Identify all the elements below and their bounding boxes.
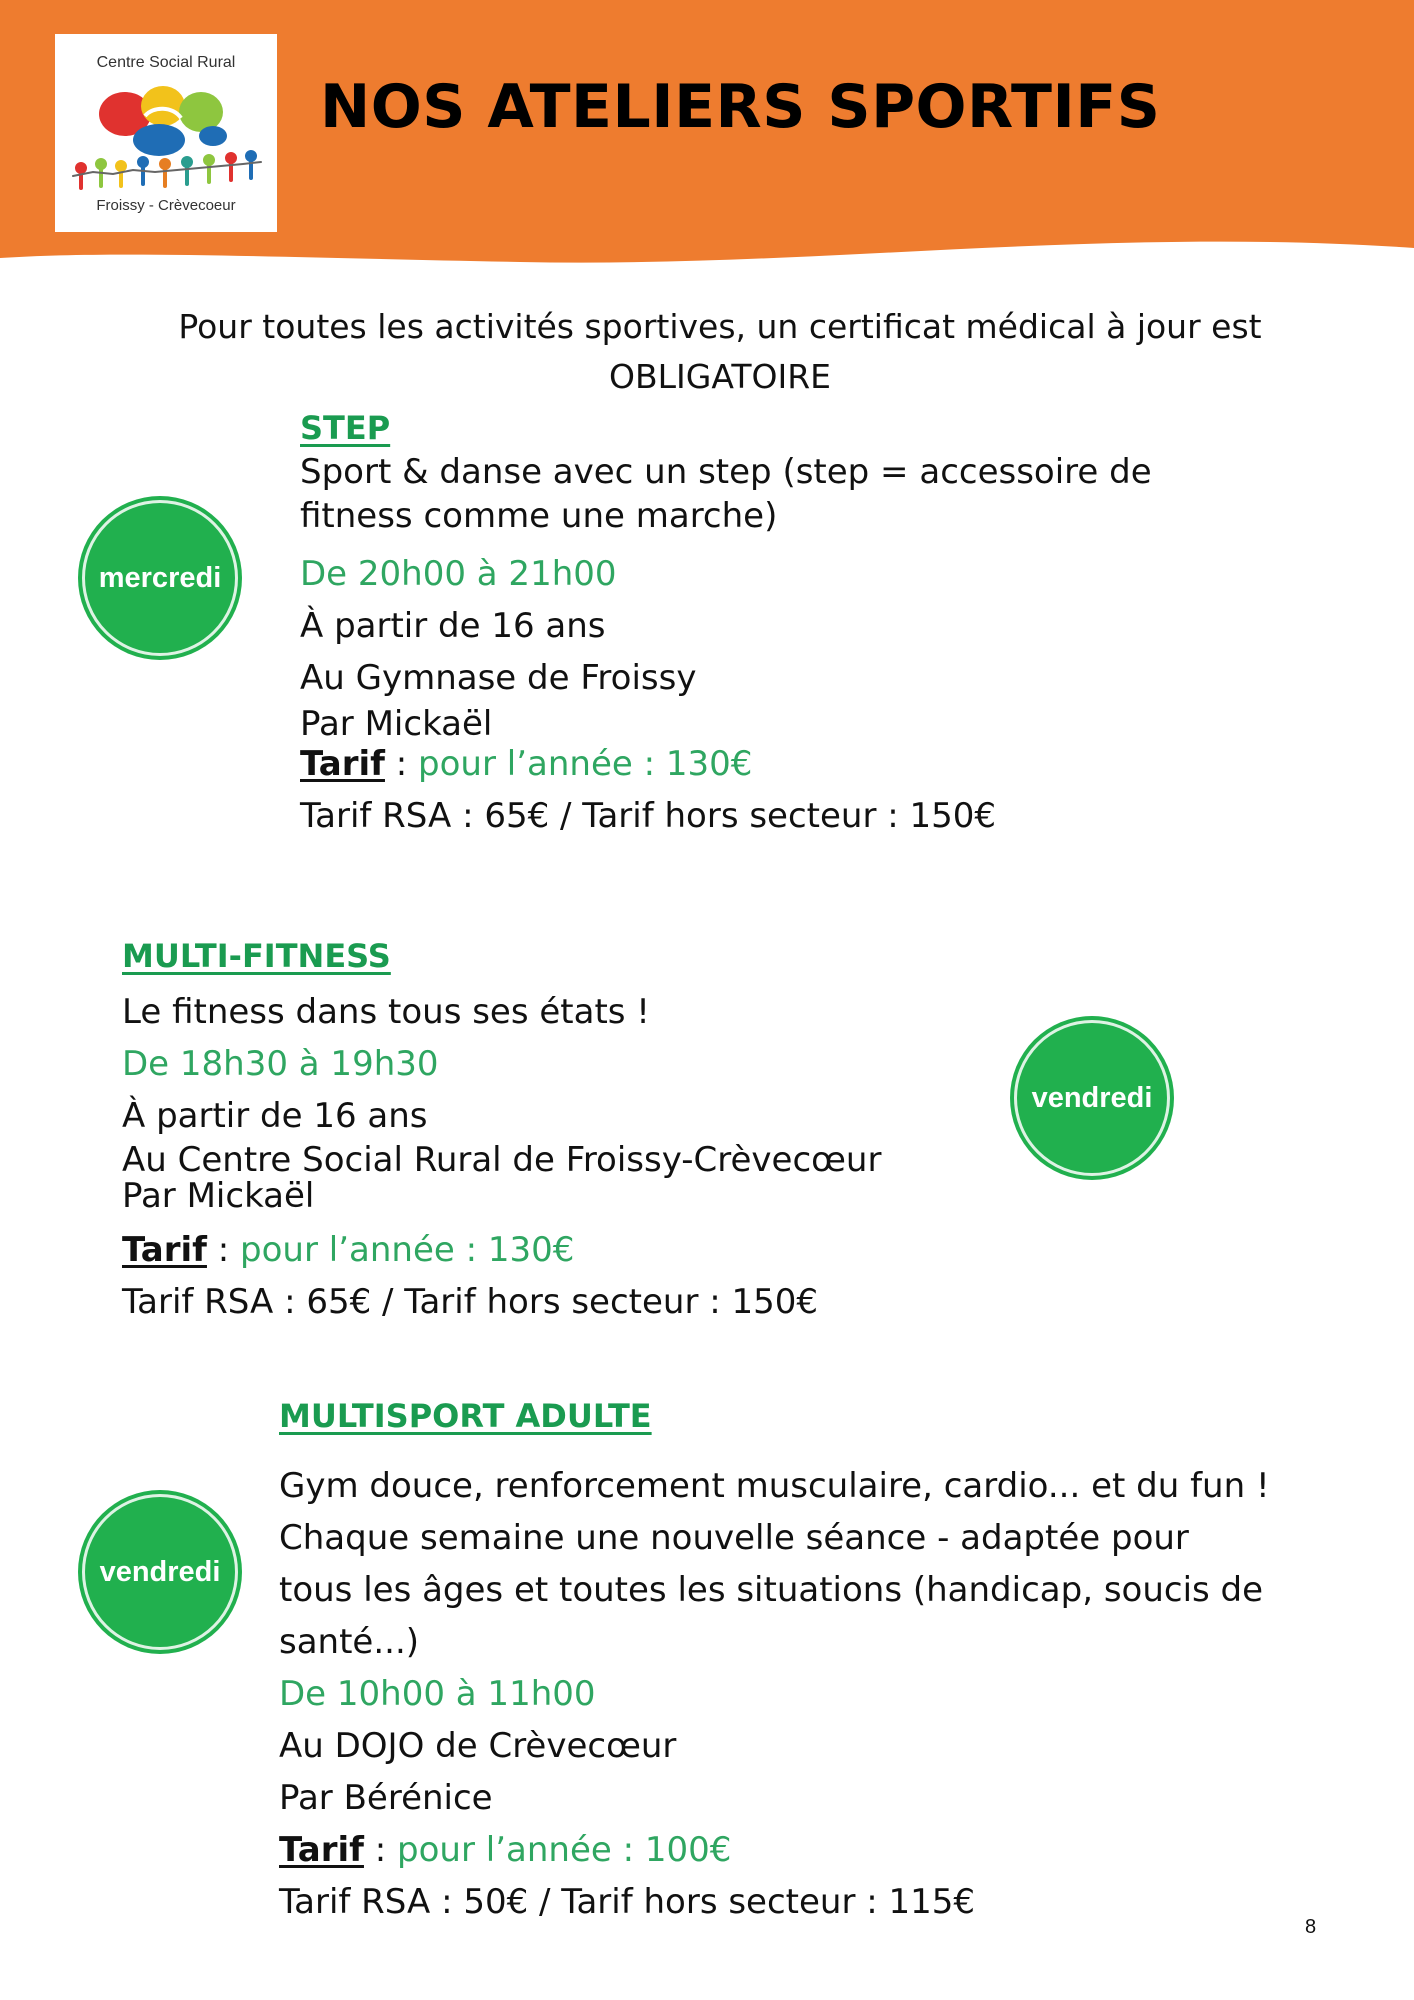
tarif-line: Tarif : pour l’année : 130€ — [122, 1230, 575, 1270]
age-requirement: À partir de 16 ans — [300, 606, 606, 646]
medical-certificate-notice — [80, 302, 1360, 402]
tarif-line: Tarif : pour l’année : 100€ — [279, 1830, 732, 1870]
badge-label: vendredi — [1031, 1081, 1153, 1114]
tarif-label: Tarif — [122, 1230, 207, 1270]
section-title: STEP — [300, 409, 391, 447]
day-badge-vendredi — [78, 1490, 242, 1654]
schedule-time: De 20h00 à 21h00 — [300, 554, 617, 594]
logo-hands-and-children-icon — [63, 76, 269, 196]
description-line: Le fitness dans tous ses états ! — [122, 992, 650, 1032]
logo-top-text: Centre Social Rural — [96, 54, 236, 71]
tarif-value: pour l’année : 130€ — [418, 744, 753, 784]
badge-label: mercredi — [98, 561, 222, 594]
notice-line-2: OBLIGATOIRE — [609, 357, 831, 396]
notice-line-1: Pour toutes les activités sportives, un certificat médical à jour est — [178, 307, 1262, 346]
age-requirement: À partir de 16 ans — [122, 1096, 428, 1136]
description-line: Chaque semaine une nouvelle séance - adaptée pour — [279, 1518, 1189, 1558]
tarif-other: Tarif RSA : 50€ / Tarif hors secteur : 115€ — [279, 1882, 976, 1922]
location: Au DOJO de Crèvecœur — [279, 1726, 677, 1766]
section-multisport — [279, 1394, 1270, 1928]
schedule-time: De 10h00 à 11h00 — [279, 1674, 596, 1714]
coach: Par Bérénice — [279, 1778, 493, 1818]
page-number: 8 — [1305, 1916, 1317, 1938]
coach: Par Mickaël — [300, 704, 493, 744]
description-line: Sport & danse avec un step (step = accessoire de — [300, 452, 1152, 492]
section-multifitness — [122, 934, 881, 1328]
day-badge-vendredi — [1010, 1016, 1174, 1180]
logo — [55, 34, 277, 232]
description-line: fitness comme une marche) — [300, 496, 778, 536]
tarif-value: pour l’année : 130€ — [240, 1230, 575, 1270]
day-badge-mercredi — [78, 496, 242, 660]
description-line: Gym douce, renforcement musculaire, cardio... et du fun ! — [279, 1466, 1270, 1506]
coach: Par Mickaël — [122, 1176, 315, 1216]
tarif-other: Tarif RSA : 65€ / Tarif hors secteur : 150€ — [122, 1282, 819, 1322]
description-line: santé...) — [279, 1622, 420, 1662]
schedule-time: De 18h30 à 19h30 — [122, 1044, 439, 1084]
section-title: MULTISPORT ADULTE — [279, 1397, 652, 1435]
logo-bottom-text: Froissy - Crèvecoeur — [96, 197, 236, 214]
section-step — [300, 406, 1152, 842]
badge-label: vendredi — [99, 1555, 221, 1588]
description-line: tous les âges et toutes les situations (handicap, soucis de — [279, 1570, 1264, 1610]
tarif-label: Tarif — [300, 744, 385, 784]
tarif-value: pour l’année : 100€ — [397, 1830, 732, 1870]
location: Au Gymnase de Froissy — [300, 658, 697, 698]
tarif-label: Tarif — [279, 1830, 364, 1870]
location: Au Centre Social Rural de Froissy-Crèvecœur — [122, 1140, 882, 1180]
page-title: NOS ATELIERS SPORTIFS — [320, 72, 1161, 142]
tarif-line: Tarif : pour l’année : 130€ — [300, 744, 753, 784]
section-title: MULTI-FITNESS — [122, 937, 391, 975]
tarif-other: Tarif RSA : 65€ / Tarif hors secteur : 150€ — [300, 796, 997, 836]
